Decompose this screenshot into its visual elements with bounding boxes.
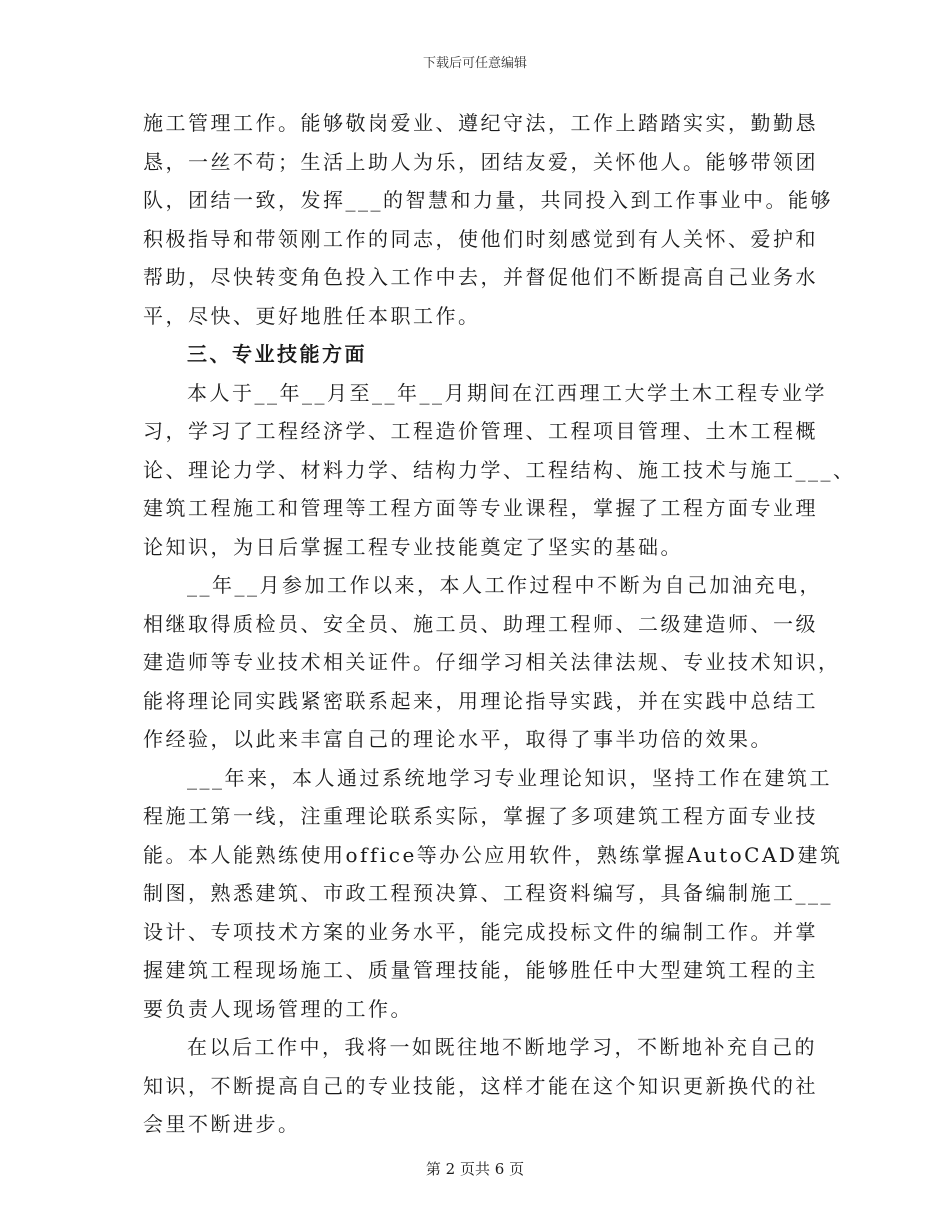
text-line: 习，学习了工程经济学、工程造价管理、工程项目管理、土木工程概 <box>143 419 818 443</box>
text-line: 握建筑工程现场施工、质量管理技能，能够胜任中大型建筑工程的主 <box>143 958 818 982</box>
text-line: 施工管理工作。能够敬岗爱业、遵纪守法，工作上踏踏实实，勤勤恳 <box>143 111 818 135</box>
text-line: 制图，熟悉建筑、市政工程预决算、工程资料编写，具备编制施工___ <box>143 881 833 905</box>
text-line: 平，尽快、更好地胜任本职工作。 <box>143 303 481 328</box>
section-heading: 三、专业技能方面 <box>187 342 367 366</box>
paragraph-4 <box>143 759 843 1029</box>
text-line: 建造师等专业技术相关证件。仔细学习相关法律法规、专业技术知识， <box>143 650 841 674</box>
text-line: 程施工第一线，注重理论联系实际，掌握了多项建筑工程方面专业技 <box>143 804 818 828</box>
text-line: ___年来，本人通过系统地学习专业理论知识，坚持工作在建筑工 <box>187 765 832 790</box>
text-line: 设计、专项技术方案的业务水平，能完成投标文件的编制工作。并掌 <box>143 919 818 944</box>
paragraph-1 <box>143 104 833 335</box>
text-line: 会里不断进步。 <box>143 1112 301 1136</box>
document-body <box>143 104 856 1144</box>
text-line: 在以后工作中，我将一如既往地不断地学习，不断地补充自己的 <box>187 1035 817 1059</box>
text-line: 能。本人能熟练使用office等办公应用软件，熟练掌握AutoCAD建筑 <box>143 842 843 867</box>
text-line: 积极指导和带领刚工作的同志，使他们时刻感觉到有人关怀、爱护和 <box>143 226 818 251</box>
text-line: 帮助，尽快转变角色投入工作中去，并督促他们不断提高自己业务水 <box>143 265 818 289</box>
text-line: 恳，一丝不苟；生活上助人为乐，团结友爱，关怀他人。能够带领团 <box>143 149 818 174</box>
text-line: __年__月参加工作以来，本人工作过程中不断为自己加油充电， <box>187 573 822 597</box>
text-line: 本人于__年__月至__年__月期间在江西理工大学土木工程专业学 <box>187 380 827 405</box>
page-number: 第 2 页共 6 页 <box>425 1160 525 1178</box>
paragraph-3 <box>143 566 841 759</box>
text-line: 队，团结一致，发挥___的智慧和力量，共同投入到工作事业中。能够 <box>143 188 833 212</box>
paragraph-5 <box>143 1028 818 1144</box>
text-line: 建筑工程施工和管理等工程方面等专业课程，掌握了工程方面专业理 <box>143 496 818 520</box>
text-line: 能将理论同实践紧密联系起来，用理论指导实践，并在实践中总结工 <box>143 688 818 713</box>
text-line: 相继取得质检员、安全员、施工员、助理工程师、二级建造师、一级 <box>143 611 818 636</box>
text-line: 论、理论力学、材料力学、结构力学、工程结构、施工技术与施工___、 <box>143 457 856 482</box>
text-line: 要负责人现场管理的工作。 <box>143 996 413 1021</box>
text-line: 作经验，以此来丰富自己的理论水平，取得了事半功倍的效果。 <box>143 727 773 751</box>
paragraph-2 <box>143 374 856 567</box>
text-line: 知识，不断提高自己的专业技能，这样才能在这个知识更新换代的社 <box>143 1073 818 1098</box>
page-header: 下载后可任意编辑 <box>422 56 527 71</box>
text-line: 论知识，为日后掌握工程专业技能奠定了坚实的基础。 <box>143 534 683 559</box>
